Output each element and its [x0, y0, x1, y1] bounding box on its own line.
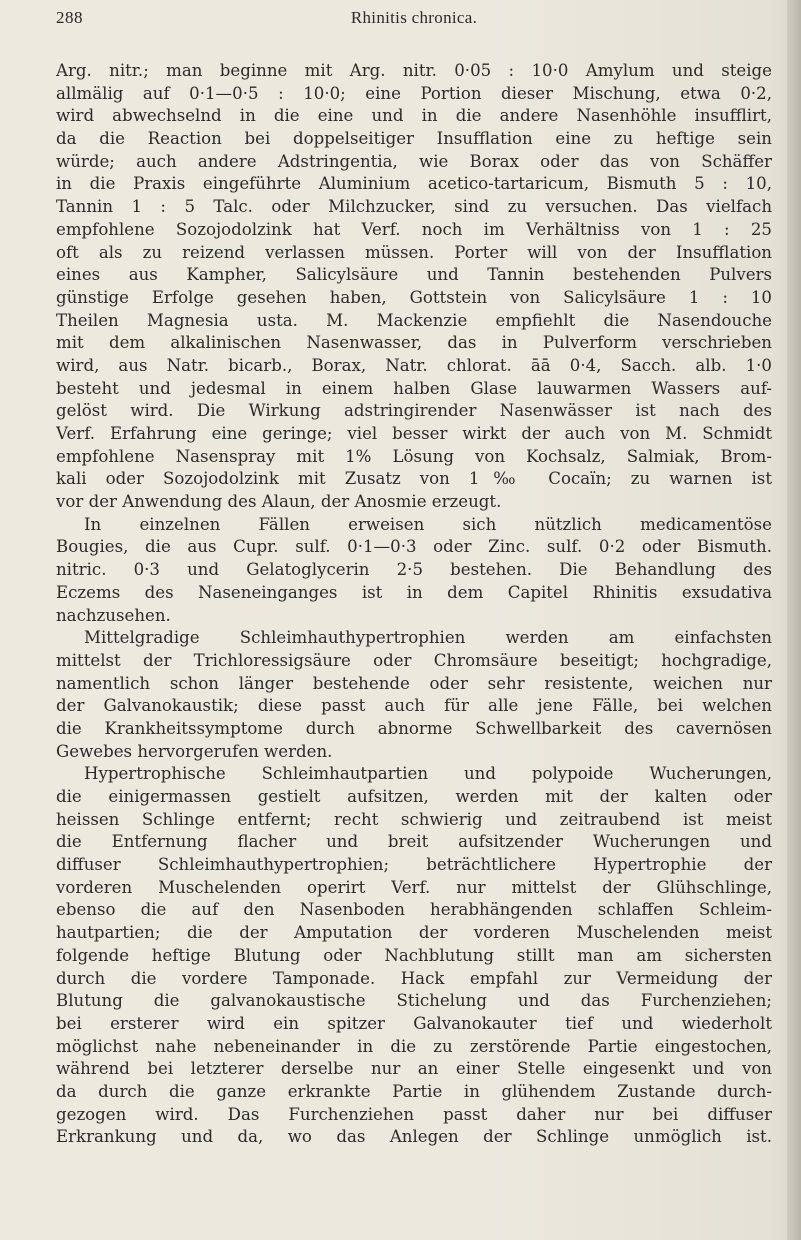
text-line: mittelst der Trichloressigsäure oder Chromsäure beseitigt; hochgradige, — [56, 650, 772, 670]
text-line: vor der Anwendung des Alaun, der Anosmie erzeugt. — [56, 492, 502, 512]
text-line: namentlich schon länger bestehende oder sehr resistente, weichen nur — [56, 673, 772, 693]
text-line: gezogen wird. Das Furchenziehen passt daher nur bei diffuser — [56, 1104, 772, 1124]
text-line: Blutung die galvanokaustische Stichelung und das Furchenziehen; — [56, 991, 772, 1011]
text-line: wird abwechselnd in die eine und in die andere Nasenhöhle insufflirt, — [56, 106, 772, 126]
text-line: heissen Schlinge entfernt; recht schwierig und zeitraubend ist meist — [56, 809, 772, 829]
text-line: bei ersterer wird ein spitzer Galvanokauter tief und wiederholt — [56, 1013, 772, 1033]
page-number: 288 — [56, 8, 83, 27]
text-line: eines aus Kampher, Salicylsäure und Tannin bestehenden Pulvers — [56, 265, 772, 285]
text-line: Hypertrophische Schleimhautpartien und polypoide Wucherungen, — [84, 764, 772, 784]
text-line: ebenso die auf den Nasenboden herabhängenden schlaffen Schleim- — [56, 900, 772, 920]
text-line: möglichst nahe nebeneinander in die zu zerstörende Partie eingestochen, — [56, 1036, 772, 1056]
text-line: durch die vordere Tamponade. Hack empfahl zur Vermeidung der — [56, 968, 772, 988]
page-header — [56, 8, 772, 38]
text-line: nitric. 0·3 und Gelatoglycerin 2·5 bestehen. Die Behandlung des — [56, 560, 772, 580]
text-line: Theilen Magnesia usta. M. Mackenzie empfiehlt die Nasendouche — [56, 310, 772, 330]
text-line: Bougies, die aus Cupr. sulf. 0·1—0·3 oder Zinc. sulf. 0·2 oder Bismuth. — [56, 537, 772, 557]
text-line: Erkrankung und da, wo das Anlegen der Schlinge unmöglich ist. — [56, 1127, 772, 1147]
page-edge — [787, 0, 801, 1240]
text-line: mit dem alkalinischen Nasenwasser, das in Pulverform verschrieben — [56, 333, 772, 353]
text-line: empfohlene Sozojodolzink hat Verf. noch im Verhältniss von 1 : 25 — [56, 219, 772, 239]
text-line: da die Reaction bei doppelseitiger Insufflation eine zu heftige sein — [56, 129, 772, 149]
text-line: kali oder Sozojodolzink mit Zusatz von 1‰ Cocaïn; zu warnen ist — [56, 469, 772, 489]
text-line: gelöst wird. Die Wirkung adstringirender Nasenwässer ist nach des — [56, 401, 772, 421]
text-line: in die Praxis eingeführte Aluminium acetico-tartaricum, Bismuth 5 : 10, — [56, 174, 772, 194]
text-line: oft als zu reizend verlassen müssen. Porter will von der Insufflation — [56, 242, 772, 262]
text-line: Eczems des Naseneinganges ist in dem Capitel Rhinitis exsudativa — [56, 582, 772, 602]
text-line: Mittelgradige Schleimhauthypertrophien werden am einfachsten — [84, 628, 772, 648]
text-line: wird, aus Natr. bicarb., Borax, Natr. chlorat. āā 0·4, Sacch. alb. 1·0 — [56, 355, 772, 375]
text-line: die einigermassen gestielt aufsitzen, werden mit der kalten oder — [56, 787, 772, 806]
text-line: besteht und jedesmal in einem halben Glase lauwarmen Wassers auf- — [56, 378, 772, 398]
text-line: Verf. Erfahrung eine geringe; viel besser wirkt der auch von M. Schmidt — [56, 424, 772, 443]
text-line: Tannin 1 : 5 Talc. oder Milchzucker, sind zu versuchen. Das vielfach — [56, 197, 772, 217]
text-line: diffuser Schleimhauthypertrophien; beträchtlichere Hypertrophie der — [56, 855, 772, 875]
running-title: Rhinitis chronica. — [350, 8, 478, 27]
text-line: vorderen Muschelenden operirt Verf. nur mittelst der Glühschlinge, — [56, 877, 772, 897]
text-line: folgende heftige Blutung oder Nachblutung stillt man am sichersten — [56, 945, 772, 965]
text-line: während bei letzterer derselbe nur an einer Stelle eingesenkt und von — [56, 1059, 772, 1079]
text-line: hautpartien; die der Amputation der vorderen Muschelenden meist — [56, 923, 772, 943]
text-line: günstige Erfolge gesehen haben, Gottstein von Salicylsäure 1 : 10 — [56, 287, 772, 307]
text-line: allmälig auf 0·1—0·5 : 10·0; eine Portion dieser Mischung, etwa 0·2, — [56, 83, 772, 103]
text-line: würde; auch andere Adstringentia, wie Borax oder das von Schäffer — [56, 151, 772, 171]
body-text — [56, 60, 772, 1149]
text-line: In einzelnen Fällen erweisen sich nützlich medicamentöse — [84, 514, 772, 534]
text-line: der Galvanokaustik; diese passt auch für alle jene Fälle, bei welchen — [56, 696, 772, 716]
text-line: die Entfernung flacher und breit aufsitzender Wucherungen und — [56, 832, 772, 852]
text-line: Arg. nitr.; man beginne mit Arg. nitr. 0·05 : 10·0 Amylum und steige — [56, 61, 772, 80]
text-line: Gewebes hervorgerufen werden. — [56, 741, 333, 761]
text-line: nachzusehen. — [56, 605, 171, 625]
text-line: da durch die ganze erkrankte Partie in glühendem Zustande durch- — [56, 1081, 772, 1101]
text-line: empfohlene Nasenspray mit 1% Lösung von Kochsalz, Salmiak, Brom- — [56, 446, 772, 466]
text-line: die Krankheitssymptome durch abnorme Schwellbarkeit des cavernösen — [56, 718, 772, 738]
